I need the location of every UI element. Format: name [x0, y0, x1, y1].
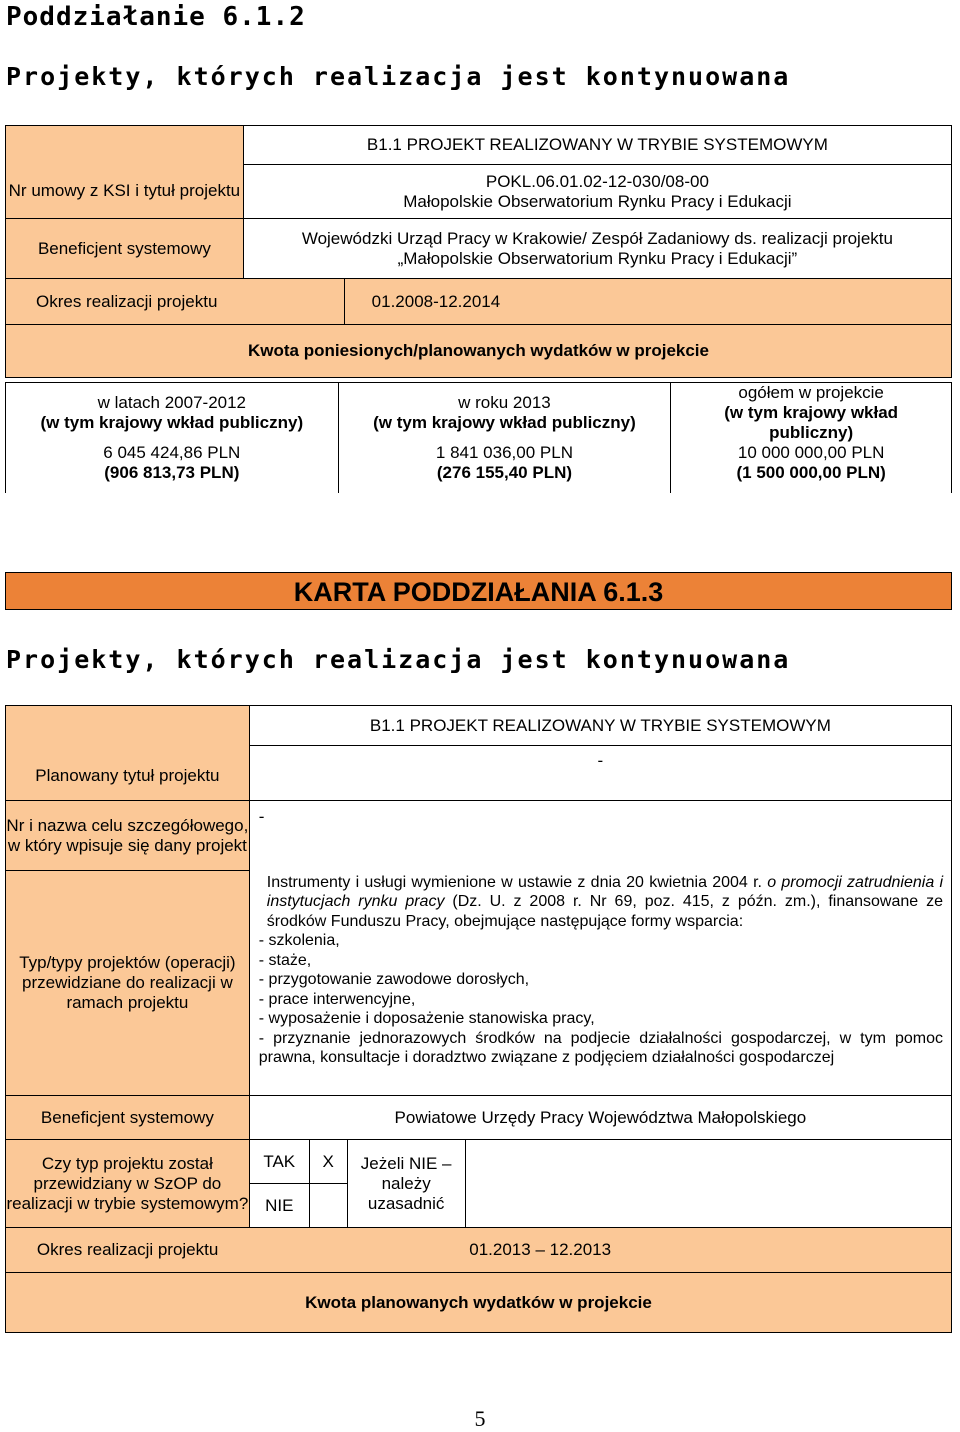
goal-value: -: [249, 801, 951, 871]
project-table-2: [5, 705, 952, 1333]
yes-mark: X: [309, 1140, 347, 1184]
label-header-cell: [6, 126, 244, 165]
type-item: - przygotowanie zawodowe dorosłych,: [258, 971, 530, 988]
type-item: - szkolenia,: [258, 932, 340, 949]
karta-banner: [5, 572, 952, 610]
col3-line3: publiczny): [769, 423, 854, 442]
col-2013-header: [338, 383, 671, 444]
page-number: 5: [474, 1406, 486, 1431]
period-value: 01.2008-12.2014: [344, 279, 951, 325]
beneficiary2-label: Beneficjent systemowy: [6, 1096, 250, 1140]
col3-val2: (1 500 000,00 PLN): [736, 463, 886, 482]
col1-line1: w latach 2007-2012: [97, 393, 247, 412]
col-2013-value: [338, 443, 671, 493]
type-intro-b: (Dz. U. z 2008 r. Nr 69, poz. 415, z późn. zm.), finansowane ze środków Funduszu Pracy, obejmujące następujące formy wsparcia:: [266, 893, 943, 930]
beneficiary-value: [243, 219, 951, 279]
col-total-value: [671, 443, 952, 493]
col-2007-2012-header: [6, 383, 339, 444]
table2-header: B1.1 PROJEKT REALIZOWANY W TRYBIE SYSTEMOWYM: [249, 706, 951, 746]
col1-line2: (w tym krajowy wkład publiczny): [40, 413, 304, 432]
type-value: [249, 871, 951, 1096]
col2-val1: 1 841 036,00 PLN: [435, 443, 573, 462]
col-2007-2012-value: [6, 443, 339, 493]
type-intro-law: o promocji zatrudnienia i instytucjach rynku pracy: [266, 873, 944, 910]
contract-value: [243, 165, 951, 219]
karta-title: KARTA PODDZIAŁANIA 6.1.3: [293, 577, 664, 607]
label-header-cell-2: [6, 706, 250, 746]
col2-line2: (w tym krajowy wkład publiczny): [373, 413, 636, 432]
type-item: - przyznanie jednorazowych środków na podjecie działalności gospodarczej, w tym pomoc prawna, konsultacje i doradztwo związane z podjęciem działalności gospodarczej: [258, 1029, 943, 1066]
col3-line2: (w tym krajowy wkład: [724, 403, 899, 422]
type-label: Typ/typy projektów (operacji) przewidziane do realizacji w ramach projektu: [6, 871, 250, 1096]
contract-number: POKL.06.01.02-12-030/08-00: [485, 171, 709, 191]
yes-label: TAK: [249, 1140, 309, 1184]
type-item: - staże,: [258, 951, 312, 969]
col3-line1: ogółem w projekcie: [738, 383, 884, 402]
project-table-1: [5, 125, 952, 378]
beneficiary-line2: „Małopolskie Obserwatorium Rynku Pracy i Edukacji”: [397, 248, 798, 268]
justify-note: Jeżeli NIE – należy uzasadnić: [347, 1140, 465, 1228]
col2-val2: (276 155,40 PLN): [436, 463, 573, 482]
col1-val2: (906 813,73 PLN): [104, 463, 240, 482]
col2-line1: w roku 2013: [458, 393, 551, 412]
col1-val1: 6 045 424,86 PLN: [103, 443, 241, 462]
project-title: Małopolskie Obserwatorium Rynku Pracy i Edukacji: [403, 191, 792, 211]
no-label: NIE: [249, 1184, 309, 1228]
type-intro: [259, 873, 943, 932]
beneficiary-label: Beneficjent systemowy: [6, 219, 244, 279]
section-subheading: Projekty, których realizacja jest kontynuowana: [6, 62, 791, 91]
beneficiary-line1: Wojewódzki Urząd Pracy w Krakowie/ Zespół Zadaniowy ds. realizacji projektu: [301, 228, 893, 248]
empty-cell: [465, 1140, 951, 1228]
contract-label: Nr umowy z KSI i tytuł projektu: [6, 165, 244, 219]
type-item: - prace interwencyjne,: [258, 990, 416, 1008]
type-item: - wyposażenie i doposażenie stanowiska pracy,: [258, 1010, 595, 1027]
expenditure-table: [5, 382, 952, 493]
section-heading: Poddziałanie 6.1.2: [6, 2, 306, 32]
period2-value: 01.2013 – 12.2013: [249, 1228, 951, 1273]
sop-question-label: Czy typ projektu został przewidziany w SzOP do realizacji w trybie systemowym?: [6, 1140, 250, 1228]
table-header: B1.1 PROJEKT REALIZOWANY W TRYBIE SYSTEMOWYM: [243, 126, 951, 165]
col3-val1: 10 000 000,00 PLN: [737, 443, 885, 462]
planned-title-label: Planowany tytuł projektu: [6, 746, 250, 801]
type-intro-a: Instrumenty i usługi wymienione w ustawie z dnia 20 kwietnia 2004 r.: [266, 873, 762, 891]
planned-title-value: -: [249, 746, 951, 801]
section2-subheading: Projekty, których realizacja jest kontynuowana: [6, 645, 791, 674]
period2-label: Okres realizacji projektu: [6, 1228, 250, 1273]
expenditure-title: Kwota poniesionych/planowanych wydatków w projekcie: [6, 325, 952, 378]
no-mark: [309, 1184, 347, 1228]
planned-expenditure-title: Kwota planowanych wydatków w projekcie: [6, 1273, 952, 1333]
goal-label: Nr i nazwa celu szczegółowego, w który wpisuje się dany projekt: [6, 801, 250, 871]
col-total-header: [671, 383, 952, 444]
beneficiary2-value: Powiatowe Urzędy Pracy Województwa Małopolskiego: [249, 1096, 951, 1140]
period-label: Okres realizacji projektu: [6, 279, 345, 325]
